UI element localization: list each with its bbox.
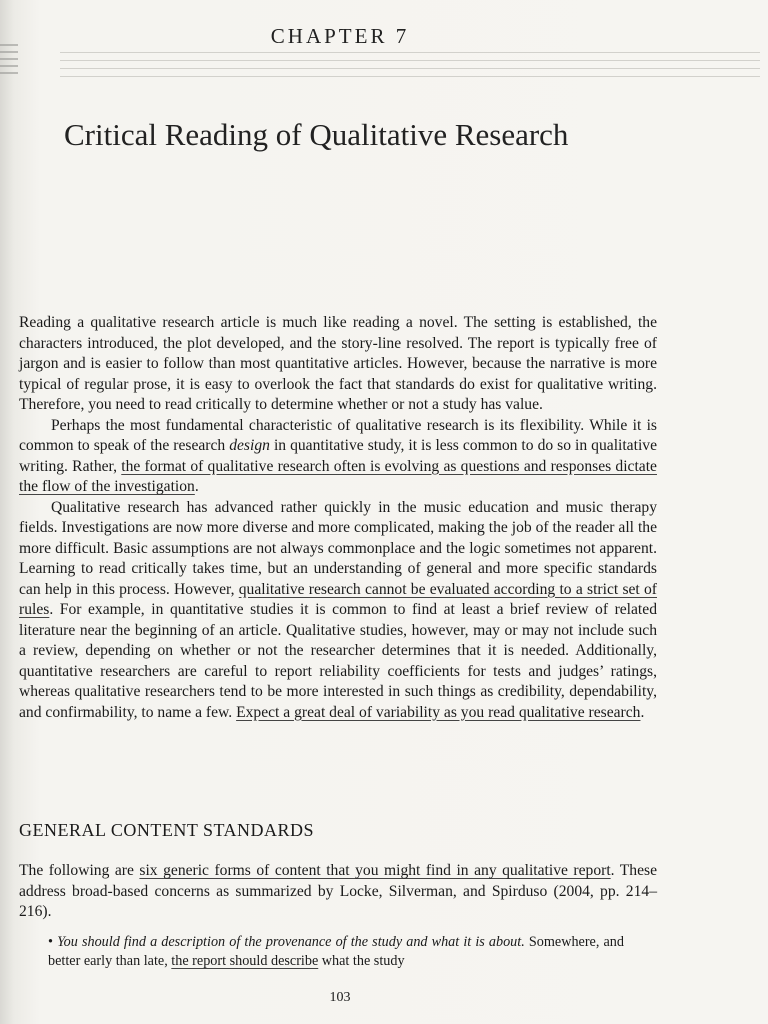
underlined-text: the report should describe xyxy=(171,953,319,969)
body-text xyxy=(19,313,657,723)
underlined-text: six generic forms of content that you might find in any qualitative report xyxy=(139,862,611,879)
header-rule xyxy=(60,60,760,61)
paragraph: Reading a qualitative research article is much like reading a novel. The setting is established, the characters introduced, the plot developed, and the story-line resolved. The report is typically free of jargon and is easier to follow than most quantitative articles. However, because the narrative is more typical of regular prose, it is easy to overlook the fact that standards do exist for qualitative writing. Therefore, you need to read critically to determine whether or not a study has value. xyxy=(19,314,657,413)
paragraph: Perhaps the most fundamental characteristic of qualitative research is its flexibility. While it is common to speak of the research design in quantitative study, it is less common to do so in qualitative writing. Rather, the format of qualitative research often is evolving as questions and responses dictate the flow of the investigation. xyxy=(19,416,657,495)
header-rule xyxy=(60,52,760,53)
bullet-marker: • xyxy=(48,934,53,950)
list-intro: The following are six generic forms of content that you might find in any qualitative report. These address broad-based concerns as summarized by Locke, Silverman, and Spirduso (2004, pp. 214–216). xyxy=(19,862,657,920)
chapter-label: CHAPTER 7 xyxy=(270,24,410,48)
bullet-item: • You should find a description of the provenance of the study and what it is about. Somewhere, and better early than late, the report should describe what the study xyxy=(48,934,624,969)
paragraph: Qualitative research has advanced rather quickly in the music education and music therapy fields. Investigations are now more diverse and more complicated, making the job of the reader all the more difficult. Basic assumptions are not always commonplace and the logic sometimes not apparent. Learning to read critically takes time, but an understanding of general and more specific standards can help in this process. However, qualitative research cannot be evaluated according to a strict set of rules. For example, in quantitative studies it is common to find at least a brief review of related literature near the beginning of an article. Qualitative studies, however, may or may not include such a review, depending on whether or not the researcher determines that it is needed. Additionally, quantitative researchers are careful to report reliability coefficients for tests and judges’ ratings, whereas qualitative researchers tend to be more interested in such things as credibility, dependability, and confirmability, to name a few. Expect a great deal of variability as you read qualitative research. xyxy=(19,498,658,721)
section-heading: GENERAL CONTENT STANDARDS xyxy=(19,820,315,840)
page-number: 103 xyxy=(329,990,351,1005)
chapter-title: Critical Reading of Qualitative Research xyxy=(64,117,569,152)
spine-shadow xyxy=(0,44,18,84)
underlined-text: Expect a great deal of variability as you read qualitative research xyxy=(236,703,641,721)
underlined-text: the format of qualitative research often is evolving as questions and responses dictate the flow of the investigation xyxy=(19,457,657,495)
header-rule xyxy=(60,76,760,77)
header-rule xyxy=(60,68,760,69)
underlined-text: qualitative research cannot be evaluated according to a strict set of rules xyxy=(19,580,658,618)
